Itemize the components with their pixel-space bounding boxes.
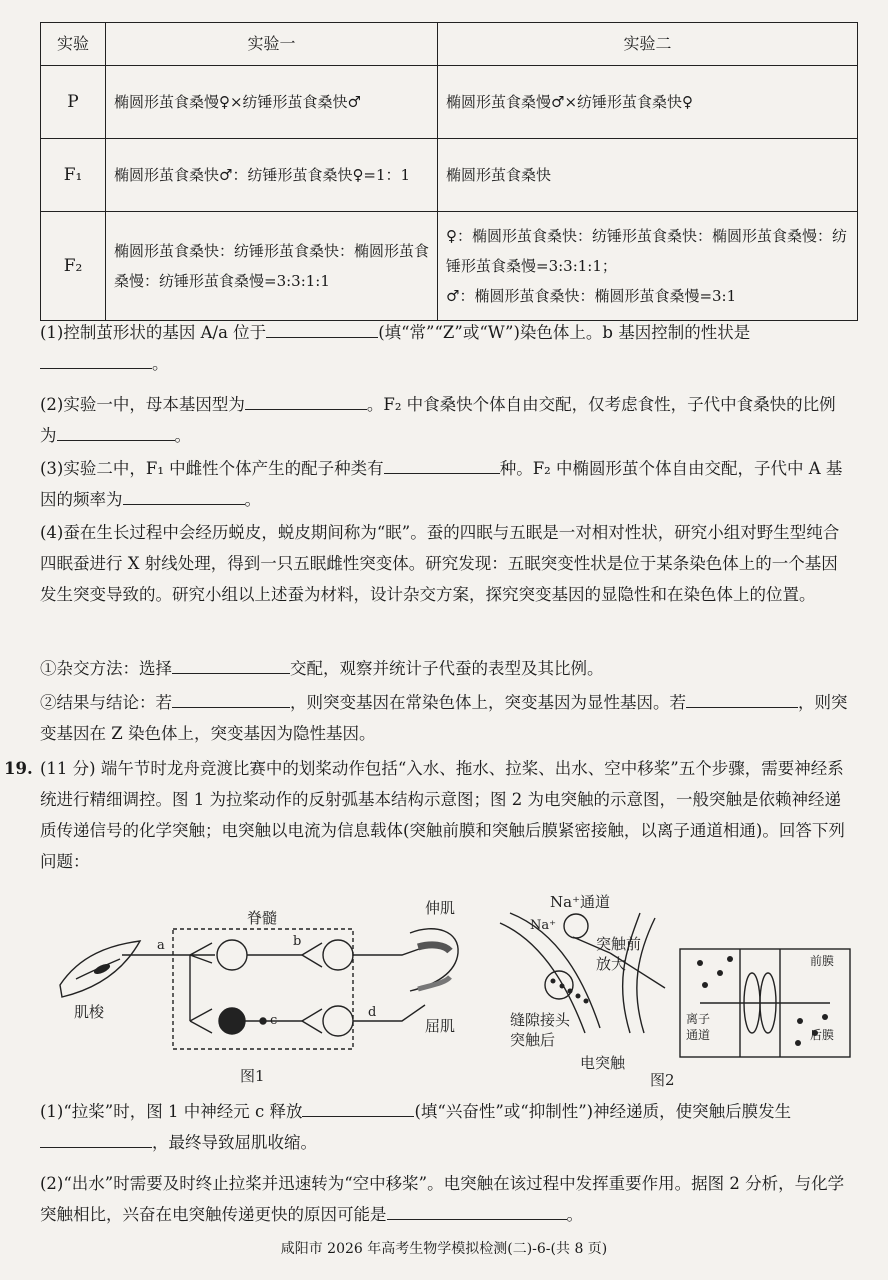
label-pre-amp-2: 放大 bbox=[596, 955, 627, 973]
label-gap-junction: 缝隙接头 bbox=[510, 1011, 571, 1029]
label-pre-membrane: 前膜 bbox=[810, 954, 835, 968]
label-d: d bbox=[368, 1005, 377, 1020]
answer-blank[interactable] bbox=[302, 1098, 414, 1117]
answer-blank[interactable] bbox=[172, 655, 290, 674]
extensor-muscle bbox=[418, 945, 450, 951]
answer-blank[interactable] bbox=[384, 455, 500, 474]
label-b: b bbox=[293, 934, 302, 949]
q18-part4: (4)蚕在生长过程中会经历蜕皮，蜕皮期间称为“眠”。蚕的四眠与五眠是一对相对性状，研究小组对野生型纯合四眠蚕进行 X 射线处理，得到一只五眠雌性突变体。研究发现：五眠突变性状是位于某条染色体上的一个基因发生突变导致的。研究小组以上述蚕为材料，设计杂交方案，探究突变基因的显隐性和在染色体上的位置。 bbox=[40, 523, 840, 604]
particle bbox=[702, 982, 708, 988]
q19-part1 bbox=[40, 1096, 850, 1158]
q18-result-text-b: ，则突变基因在常染色体上，突变基因为显性基因。若 bbox=[290, 693, 686, 712]
particle bbox=[551, 979, 556, 984]
header-cell-exp1: 实验一 bbox=[106, 23, 438, 66]
neuron-c-dot bbox=[260, 1018, 266, 1024]
spindle-receptor bbox=[93, 963, 110, 975]
motor-neuron-extensor bbox=[323, 940, 353, 970]
q18-part3-text-c: 。 bbox=[244, 490, 261, 509]
motor-neuron-flexor bbox=[323, 1006, 353, 1036]
answer-blank[interactable] bbox=[387, 1201, 567, 1220]
cell-p-exp1: 椭圆形茧食桑慢♀×纺锤形茧食桑快♂ bbox=[106, 66, 438, 139]
cell-f2-exp2-male: ♂：椭圆形茧食桑快：椭圆形茧食桑慢=3:1 bbox=[446, 287, 737, 305]
q19-number: 19. bbox=[4, 759, 33, 778]
efferent-to-extensor bbox=[353, 948, 422, 955]
synapse-b bbox=[302, 943, 322, 967]
label-na-ion: Na⁺ bbox=[530, 918, 556, 933]
q18-result-text-c: ，则突变基因在 Z 染色体上，突变基因为隐性基因。 bbox=[40, 693, 848, 743]
answer-blank[interactable] bbox=[40, 350, 152, 369]
q18-result-text-a: ②结果与结论：若 bbox=[40, 693, 172, 712]
particle bbox=[584, 999, 589, 1004]
inhibitory-neuron-c bbox=[219, 1008, 245, 1034]
header-cell-experiment: 实验 bbox=[41, 23, 106, 66]
q18-part1-text-a: (1)控制茧形状的基因 A/a 位于 bbox=[40, 323, 267, 342]
answer-blank[interactable] bbox=[40, 1129, 152, 1148]
q18-part4-result bbox=[40, 687, 850, 749]
figure-1-reflex-arc bbox=[60, 929, 458, 1049]
cell-f1-exp2: 椭圆形茧食桑快 bbox=[438, 139, 858, 212]
particle bbox=[822, 1014, 828, 1020]
label-pre-amp: 突触前 bbox=[596, 935, 642, 953]
particle bbox=[795, 1040, 801, 1046]
label-spinal: 脊髓 bbox=[247, 909, 278, 927]
q18-method-text-b: 交配，观察并统计子代蚕的表型及其比例。 bbox=[290, 659, 604, 678]
answer-blank[interactable] bbox=[57, 422, 175, 441]
label-ion: 离子 bbox=[686, 1012, 711, 1026]
q18-part3 bbox=[40, 453, 850, 515]
answer-blank[interactable] bbox=[686, 689, 798, 708]
label-post: 突触后 bbox=[510, 1031, 556, 1049]
label-flexor: 屈肌 bbox=[425, 1017, 456, 1035]
q18-part1 bbox=[40, 317, 850, 379]
cell-f2-exp1: 椭圆形茧食桑快：纺锤形茧食桑快：椭圆形茧食桑慢：纺锤形茧食桑慢=3:3:1:1 bbox=[106, 212, 438, 321]
particle bbox=[717, 970, 723, 976]
arm-outline bbox=[410, 929, 458, 991]
q19-part2 bbox=[40, 1168, 850, 1230]
label-na-channel: Na⁺通道 bbox=[550, 893, 610, 911]
q19-part1-text-a: (1)“拉桨”时，图 1 中神经元 c 释放 bbox=[40, 1102, 303, 1121]
row-label-f2: F₂ bbox=[41, 212, 106, 321]
na-channel-circle bbox=[564, 914, 588, 938]
particle bbox=[560, 984, 565, 989]
q18-part2 bbox=[40, 389, 850, 451]
experiment-table bbox=[40, 22, 858, 321]
q19-intro: (11 分) 端午节时龙舟竞渡比赛中的划桨动作包括“入水、拖水、拉桨、出水、空中移桨”五个步骤，需要神经系统进行精细调控。图 1 为拉桨动作的反射弧基本结构示意图；图 2 为电突触的示意图，一般突触是依赖神经递质传递信号的化学突触；电突触以电流为信息载体(突触前膜和突触后膜紧密接触，以离子通道相通)。回答下列问题： bbox=[40, 759, 845, 871]
cell-f1-exp1: 椭圆形茧食桑快♂：纺锤形茧食桑快♀=1：1 bbox=[106, 139, 438, 212]
dendrite-branch bbox=[190, 943, 215, 963]
interneuron-b-body bbox=[217, 940, 247, 970]
q19-part1-text-c: ，最终导致屈肌收缩。 bbox=[152, 1133, 317, 1152]
particle bbox=[697, 960, 703, 966]
answer-blank[interactable] bbox=[245, 391, 367, 410]
q18-part3-text-a: (3)实验二中，F₁ 中雌性个体产生的配子种类有 bbox=[40, 459, 384, 478]
q19-figures bbox=[40, 893, 860, 1091]
table-row-p bbox=[41, 66, 858, 139]
q18-part2-text-b: 。F₂ 中食桑快个体自由交配，仅考虑食性，子代中食桑快的比例为 bbox=[40, 395, 836, 445]
header-cell-exp2: 实验二 bbox=[438, 23, 858, 66]
particle bbox=[727, 956, 733, 962]
cell-p-exp2: 椭圆形茧食桑慢♂×纺锤形茧食桑快♀ bbox=[438, 66, 858, 139]
particle bbox=[576, 994, 581, 999]
q19-part2-text-b: 。 bbox=[566, 1205, 583, 1224]
q18-part1-text-c: 。 bbox=[152, 354, 169, 373]
answer-blank[interactable] bbox=[172, 689, 290, 708]
row-label-p: P bbox=[41, 66, 106, 139]
q18-part2-text-a: (2)实验一中，母本基因型为 bbox=[40, 395, 245, 414]
table-row-f2 bbox=[41, 212, 858, 321]
figure-2-label: 图2 bbox=[650, 1071, 675, 1089]
table-row-f1 bbox=[41, 139, 858, 212]
answer-blank[interactable] bbox=[266, 319, 378, 338]
row-label-f1: F₁ bbox=[41, 139, 106, 212]
particle bbox=[568, 989, 573, 994]
figure-1-label: 图1 bbox=[240, 1067, 265, 1085]
cell-f2-exp2 bbox=[438, 212, 858, 321]
answer-blank[interactable] bbox=[123, 486, 245, 505]
label-spindle: 肌梭 bbox=[74, 1003, 105, 1021]
q18-method-text-a: ①杂交方法：选择 bbox=[40, 659, 172, 678]
q18-part3-text-b: 种。F₂ 中椭圆形茧个体自由交配，子代中 A 基因的频率为 bbox=[40, 459, 843, 509]
particle bbox=[797, 1018, 803, 1024]
dendrite-c bbox=[190, 1009, 212, 1033]
label-post-membrane: 后膜 bbox=[810, 1028, 835, 1042]
synapse-c bbox=[302, 1009, 322, 1033]
q18-part2-text-c: 。 bbox=[174, 426, 191, 445]
page-footer: 咸阳市 2026 年高考生物学模拟检测(二)-6-(共 8 页) bbox=[280, 1241, 608, 1257]
q18-part1-text-b: (填“常”“Z”或“W”)染色体上。b 基因控制的性状是 bbox=[378, 323, 751, 342]
cell-f2-exp2-female: ♀：椭圆形茧食桑快：纺锤形茧食桑快：椭圆形茧食桑慢：纺锤形茧食桑慢=3:3:1:1； bbox=[446, 227, 847, 275]
label-electrical-synapse: 电突触 bbox=[580, 1054, 626, 1072]
efferent-d bbox=[353, 1005, 425, 1021]
flexor-muscle bbox=[418, 977, 450, 989]
q18-part4-method bbox=[40, 653, 850, 684]
label-channel: 通道 bbox=[686, 1028, 711, 1042]
table-header-row bbox=[41, 23, 858, 66]
gap-junction-circle bbox=[545, 971, 573, 999]
label-c: c bbox=[270, 1013, 278, 1028]
label-extensor: 伸肌 bbox=[425, 899, 456, 917]
label-a: a bbox=[157, 938, 165, 953]
q19-part2-text-a: (2)“出水”时需要及时终止拉桨并迅速转为“空中移桨”。电突触在该过程中发挥重要作用。据图 2 分析，与化学突触相比，兴奋在电突触传递更快的原因可能是 bbox=[40, 1174, 845, 1224]
q19-part1-text-b: (填“兴奋性”或“抑制性”)神经递质，使突触后膜发生 bbox=[414, 1102, 792, 1121]
